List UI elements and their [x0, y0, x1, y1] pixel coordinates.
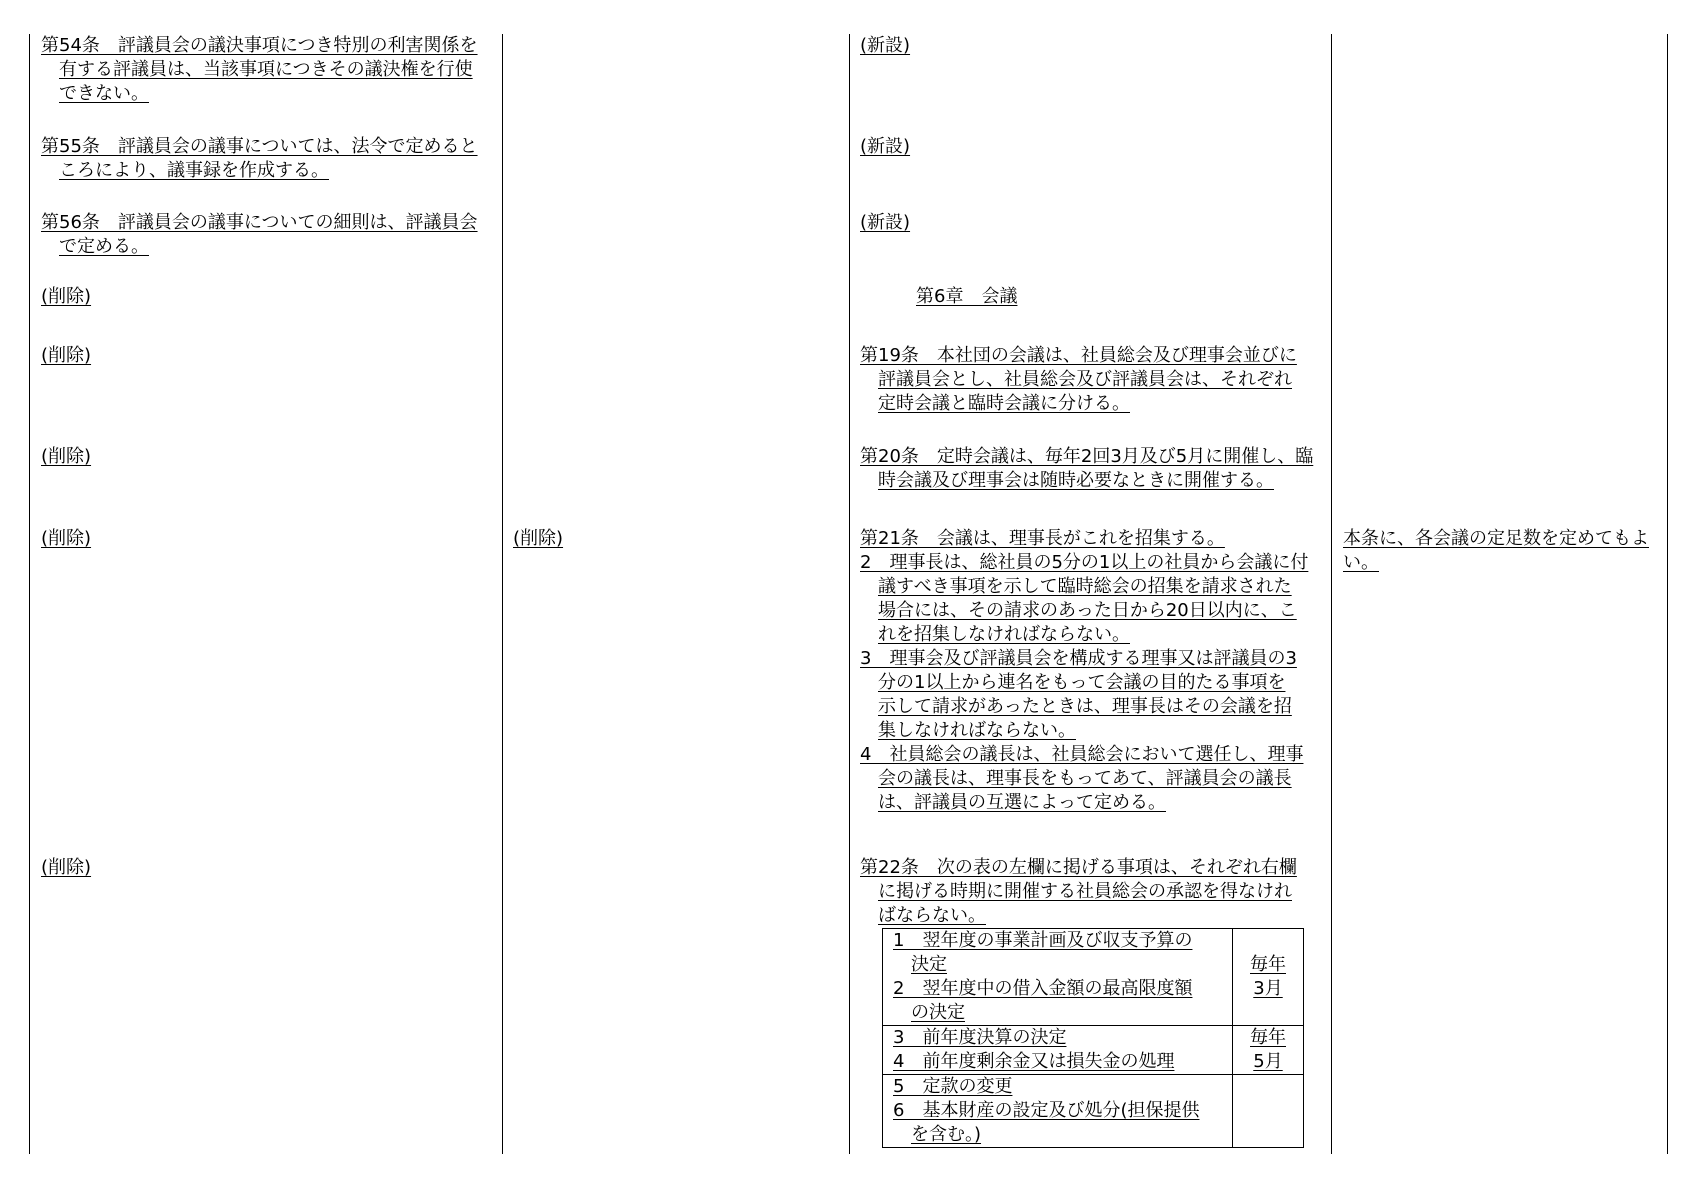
- article-21: [860, 527, 1308, 815]
- table-cell-timing: [1233, 929, 1304, 1026]
- table-item: の決定: [911, 1002, 965, 1023]
- article-21-p3-line-4: 集しなければならない。: [878, 720, 1076, 741]
- article-22-line-2: に掲げる時期に開催する社員総会の承認を得なけれ: [878, 881, 1292, 902]
- deleted-mark-1: (削除): [41, 286, 92, 307]
- table-row: [883, 1075, 1304, 1148]
- article-21-p3-line-2: 分の1以上から連名をもって会議の目的たる事項を: [878, 672, 1286, 693]
- article-54-line-1: 第54条 評議員会の議決事項につき特別の利害関係を: [41, 35, 478, 56]
- article-55: [41, 135, 478, 183]
- article-56-line-1: 第56条 評議員会の議事についての細則は、評議員会: [41, 212, 478, 233]
- article-19-line-2: 評議員会とし、社員総会及び評議員会は、それぞれ: [878, 369, 1292, 390]
- column-divider-right: [1667, 34, 1668, 1154]
- new-mark-1: (新設): [860, 35, 911, 56]
- timing-text: 毎年: [1250, 954, 1286, 975]
- article-54-line-3: できない。: [59, 83, 149, 104]
- note-article-21: [1343, 527, 1649, 575]
- table-item: 5 定款の変更: [893, 1076, 1013, 1097]
- table-item: 6 基本財産の設定及び処分(担保提供: [893, 1100, 1200, 1121]
- article-21-p2-line-3: 場合には、その請求のあった日から20日以内に、こ: [878, 600, 1297, 621]
- article-21-line-1: 第21条 会議は、理事長がこれを招集する。: [860, 528, 1225, 549]
- article-21-p2-line-1: 2 理事長は、総社員の5分の1以上の社員から会議に付: [860, 552, 1309, 573]
- article-55-line-1: 第55条 評議員会の議事については、法令で定めると: [41, 136, 478, 157]
- article-54: [41, 34, 478, 106]
- table-cell-timing: [1233, 1075, 1304, 1148]
- new-mark-3: (新設): [860, 212, 911, 233]
- deleted-mark-5: (削除): [41, 857, 92, 878]
- note-line-1: 本条に、各会議の定足数を定めてもよ: [1343, 528, 1649, 549]
- article-21-p4-line-3: は、評議員の互選によって定める。: [878, 792, 1166, 813]
- new-mark-2: (新設): [860, 136, 911, 157]
- column-divider-2: [849, 34, 850, 1154]
- table-item: 4 前年度剰余金又は損失金の処理: [893, 1051, 1175, 1072]
- deleted-mark-2: (削除): [41, 345, 92, 366]
- approval-schedule-table: [882, 928, 1304, 1148]
- table-item: を含む。): [911, 1124, 982, 1145]
- table-row: [883, 929, 1304, 1026]
- table-item: 決定: [911, 954, 947, 975]
- article-21-p3-line-1: 3 理事会及び評議員会を構成する理事又は評議員の3: [860, 648, 1297, 669]
- article-21-p4-line-1: 4 社員総会の議長は、社員総会において選任し、理事: [860, 744, 1304, 765]
- deleted-mark-4: (削除): [41, 528, 92, 549]
- column-new-articles: [860, 34, 1325, 1154]
- article-21-p4-line-2: 会の議長は、理事長をもってあて、評議員会の議長: [878, 768, 1292, 789]
- article-56-line-2: で定める。: [59, 236, 149, 257]
- table-cell-timing: [1233, 1026, 1304, 1075]
- article-22-line-1: 第22条 次の表の左欄に掲げる事項は、それぞれ右欄: [860, 857, 1297, 878]
- article-21-p2-line-2: 議すべき事項を示して臨時総会の招集を請求された: [878, 576, 1292, 597]
- chapter-heading: 第6章 会議: [916, 286, 1018, 307]
- deleted-mark-3: (削除): [41, 446, 92, 467]
- article-19-line-1: 第19条 本社団の会議は、社員総会及び理事会並びに: [860, 345, 1297, 366]
- article-20: [860, 445, 1313, 493]
- table-cell-items: [883, 1026, 1233, 1075]
- article-55-line-2: ころにより、議事録を作成する。: [59, 160, 329, 181]
- timing-text: 3月: [1253, 978, 1283, 999]
- column-divider-1: [502, 34, 503, 1154]
- article-21-p2-line-4: れを招集しなければならない。: [878, 624, 1130, 645]
- timing-text: 5月: [1253, 1051, 1283, 1072]
- column-divider-3: [1331, 34, 1332, 1154]
- article-22-line-3: ばならない。: [878, 905, 986, 926]
- table-item: 1 翌年度の事業計画及び収支予算の: [893, 930, 1193, 951]
- table-cell-items: [883, 1075, 1233, 1148]
- timing-text: 毎年: [1250, 1027, 1286, 1048]
- table-item: 3 前年度決算の決定: [893, 1027, 1067, 1048]
- article-20-line-2: 時会議及び理事会は随時必要なときに開催する。: [878, 470, 1274, 491]
- note-line-2: い。: [1343, 552, 1379, 573]
- article-56: [41, 211, 478, 259]
- table-cell-items: [883, 929, 1233, 1026]
- deleted-mark: (削除): [513, 528, 564, 549]
- article-21-p3-line-3: 示して請求があったときは、理事長はその会議を招: [878, 696, 1292, 717]
- article-19: [860, 344, 1297, 416]
- article-22: [860, 856, 1297, 928]
- table-row: [883, 1026, 1304, 1075]
- table-item: 2 翌年度中の借入金額の最高限度額: [893, 978, 1193, 999]
- article-54-line-2: 有する評議員は、当該事項につきその議決権を行使: [59, 59, 473, 80]
- article-19-line-3: 定時会議と臨時会議に分ける。: [878, 393, 1130, 414]
- article-20-line-1: 第20条 定時会議は、毎年2回3月及び5月に開催し、臨: [860, 446, 1314, 467]
- column-divider-left: [29, 34, 30, 1154]
